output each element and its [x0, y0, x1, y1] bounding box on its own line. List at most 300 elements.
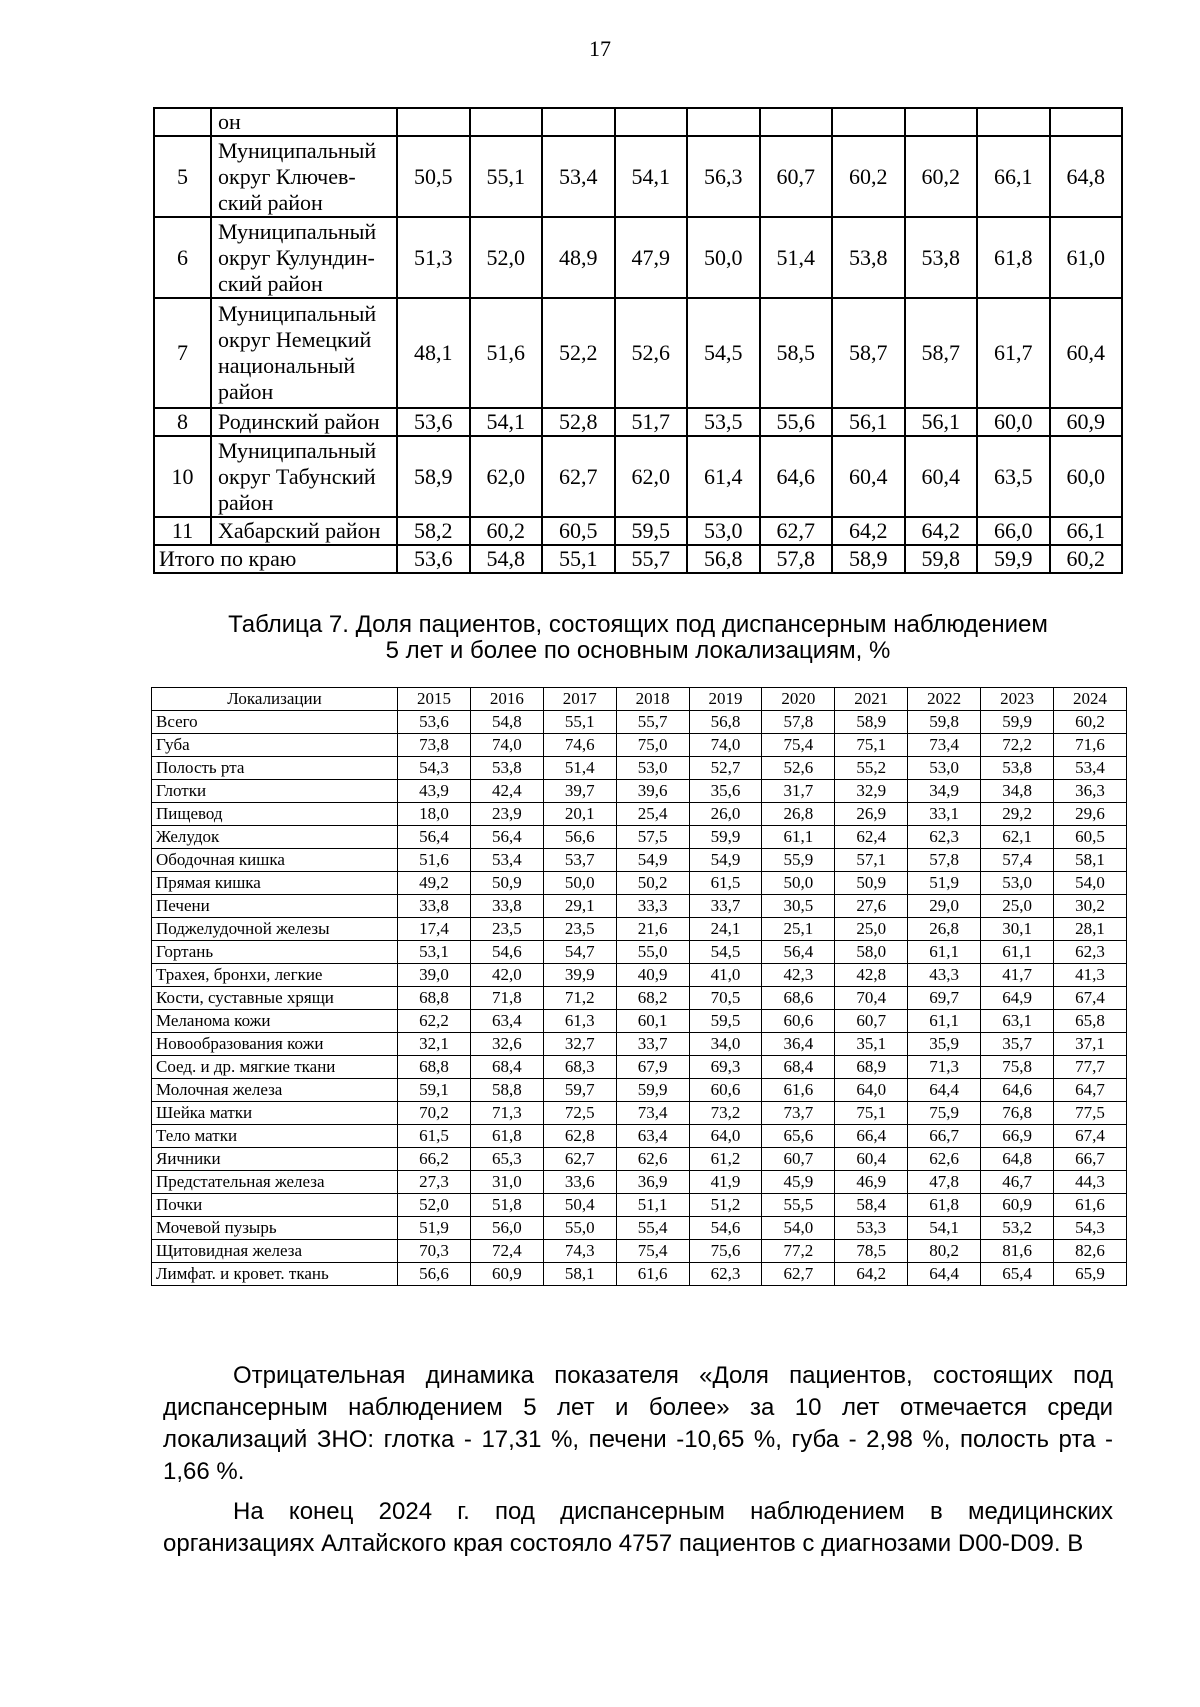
value-cell: 59,9	[981, 711, 1054, 734]
table-row	[152, 1102, 1127, 1125]
table-header-row	[152, 688, 1127, 711]
value-cell: 73,7	[762, 1102, 835, 1125]
value-cell: 57,8	[760, 545, 833, 573]
value-cell: 23,5	[470, 918, 543, 941]
value-cell: 30,5	[762, 895, 835, 918]
value-cell: 75,1	[835, 734, 908, 757]
value-cell: 52,6	[615, 298, 688, 408]
value-cell: 64,4	[908, 1263, 981, 1286]
value-cell: 56,1	[905, 408, 978, 436]
value-cell: 56,4	[398, 826, 471, 849]
value-cell: 77,7	[1054, 1056, 1127, 1079]
value-cell: 67,4	[1054, 1125, 1127, 1148]
value-cell: 54,0	[762, 1217, 835, 1240]
value-cell: 53,0	[616, 757, 689, 780]
value-cell: 68,3	[543, 1056, 616, 1079]
value-cell: 64,2	[905, 517, 978, 545]
value-cell: 55,9	[762, 849, 835, 872]
value-cell: 62,0	[470, 436, 543, 517]
value-cell: 39,6	[616, 780, 689, 803]
value-cell: 62,2	[398, 1010, 471, 1033]
table-row	[152, 1056, 1127, 1079]
value-cell: 31,0	[470, 1171, 543, 1194]
value-cell: 36,3	[1054, 780, 1127, 803]
value-cell: 71,2	[543, 987, 616, 1010]
table-row	[152, 1240, 1127, 1263]
value-cell: 60,1	[616, 1010, 689, 1033]
value-cell: 33,8	[398, 895, 471, 918]
value-cell	[687, 108, 760, 136]
value-cell: 54,7	[543, 941, 616, 964]
value-cell: 65,3	[470, 1148, 543, 1171]
value-cell: 64,8	[1050, 136, 1123, 217]
value-cell: 50,5	[397, 136, 470, 217]
value-cell: 42,8	[835, 964, 908, 987]
value-cell: 54,1	[470, 408, 543, 436]
caption-line-2: 5 лет и более по основным локализациям, %	[385, 637, 891, 664]
value-cell: 29,6	[1054, 803, 1127, 826]
value-cell: 60,6	[762, 1010, 835, 1033]
value-cell: 71,8	[470, 987, 543, 1010]
value-cell: 33,7	[616, 1033, 689, 1056]
value-cell: 54,1	[908, 1217, 981, 1240]
value-cell: 57,8	[908, 849, 981, 872]
value-cell: 51,4	[760, 217, 833, 298]
value-cell: 60,5	[542, 517, 615, 545]
localization-name-cell: Печени	[152, 895, 398, 918]
table-row	[152, 941, 1127, 964]
value-cell: 61,6	[616, 1263, 689, 1286]
value-cell: 61,8	[470, 1125, 543, 1148]
value-cell: 46,7	[981, 1171, 1054, 1194]
localization-name-cell: Кости, суставные хрящи	[152, 987, 398, 1010]
value-cell: 56,0	[470, 1217, 543, 1240]
value-cell: 71,6	[1054, 734, 1127, 757]
value-cell: 39,0	[398, 964, 471, 987]
value-cell: 54,5	[687, 298, 760, 408]
value-cell: 53,4	[542, 136, 615, 217]
value-cell: 25,0	[981, 895, 1054, 918]
table-row	[152, 1194, 1127, 1217]
value-cell: 40,9	[616, 964, 689, 987]
table-row	[152, 964, 1127, 987]
value-cell: 36,4	[762, 1033, 835, 1056]
value-cell: 53,1	[398, 941, 471, 964]
value-cell	[1050, 108, 1123, 136]
value-cell: 57,8	[762, 711, 835, 734]
table-row	[154, 436, 1122, 517]
table7-caption	[150, 612, 1126, 664]
value-cell: 53,4	[1054, 757, 1127, 780]
value-cell: 33,1	[908, 803, 981, 826]
value-cell: 81,6	[981, 1240, 1054, 1263]
table-row	[152, 1079, 1127, 1102]
localization-name-cell: Поджелудочной железы	[152, 918, 398, 941]
page-number: 17	[589, 36, 611, 61]
row-number-cell	[154, 108, 211, 136]
table-row	[154, 136, 1122, 217]
header-year: 2015	[398, 688, 471, 711]
value-cell: 52,6	[762, 757, 835, 780]
localization-name-cell: Ободочная кишка	[152, 849, 398, 872]
value-cell: 41,3	[1054, 964, 1127, 987]
value-cell: 69,3	[689, 1056, 762, 1079]
header-year: 2020	[762, 688, 835, 711]
value-cell: 57,4	[981, 849, 1054, 872]
value-cell: 42,3	[762, 964, 835, 987]
value-cell: 72,4	[470, 1240, 543, 1263]
value-cell: 53,8	[832, 217, 905, 298]
value-cell: 61,8	[908, 1194, 981, 1217]
district-name-cell: Муниципальный округ Кулундин-ский район	[211, 217, 397, 298]
value-cell: 58,4	[835, 1194, 908, 1217]
row-number-cell: 8	[154, 408, 211, 436]
value-cell: 75,4	[616, 1240, 689, 1263]
value-cell: 62,0	[615, 436, 688, 517]
value-cell: 61,4	[687, 436, 760, 517]
value-cell: 51,9	[398, 1217, 471, 1240]
localization-name-cell: Тело матки	[152, 1125, 398, 1148]
value-cell: 60,4	[905, 436, 978, 517]
value-cell: 54,9	[689, 849, 762, 872]
value-cell: 34,9	[908, 780, 981, 803]
value-cell: 26,9	[835, 803, 908, 826]
value-cell: 58,7	[905, 298, 978, 408]
value-cell: 53,8	[981, 757, 1054, 780]
district-name-cell: Муниципальный округ Табунский район	[211, 436, 397, 517]
value-cell: 75,0	[616, 734, 689, 757]
value-cell: 41,0	[689, 964, 762, 987]
value-cell: 32,1	[398, 1033, 471, 1056]
value-cell: 72,5	[543, 1102, 616, 1125]
header-year: 2017	[543, 688, 616, 711]
value-cell: 73,4	[616, 1102, 689, 1125]
value-cell: 51,7	[615, 408, 688, 436]
value-cell: 33,3	[616, 895, 689, 918]
value-cell: 56,6	[543, 826, 616, 849]
value-cell: 58,9	[832, 545, 905, 573]
value-cell: 53,0	[981, 872, 1054, 895]
table-row	[152, 1125, 1127, 1148]
value-cell: 54,8	[470, 711, 543, 734]
value-cell: 59,7	[543, 1079, 616, 1102]
value-cell: 60,9	[981, 1194, 1054, 1217]
value-cell: 68,6	[762, 987, 835, 1010]
value-cell: 39,9	[543, 964, 616, 987]
value-cell	[615, 108, 688, 136]
value-cell: 45,9	[762, 1171, 835, 1194]
value-cell: 51,9	[908, 872, 981, 895]
value-cell: 60,2	[1050, 545, 1123, 573]
localization-name-cell: Всего	[152, 711, 398, 734]
value-cell: 73,4	[908, 734, 981, 757]
table-row	[152, 1010, 1127, 1033]
value-cell: 29,2	[981, 803, 1054, 826]
value-cell: 53,5	[687, 408, 760, 436]
table-row	[152, 803, 1127, 826]
value-cell: 63,1	[981, 1010, 1054, 1033]
value-cell: 75,1	[835, 1102, 908, 1125]
table-row	[152, 895, 1127, 918]
value-cell: 74,0	[689, 734, 762, 757]
value-cell: 62,8	[543, 1125, 616, 1148]
value-cell: 60,5	[1054, 826, 1127, 849]
value-cell: 53,6	[397, 545, 470, 573]
value-cell: 35,1	[835, 1033, 908, 1056]
value-cell: 62,7	[760, 517, 833, 545]
value-cell: 20,1	[543, 803, 616, 826]
table-row	[154, 408, 1122, 436]
value-cell: 39,7	[543, 780, 616, 803]
value-cell: 77,2	[762, 1240, 835, 1263]
value-cell: 60,6	[689, 1079, 762, 1102]
value-cell: 57,1	[835, 849, 908, 872]
value-cell: 57,5	[616, 826, 689, 849]
value-cell: 60,7	[835, 1010, 908, 1033]
value-cell: 64,0	[689, 1125, 762, 1148]
value-cell: 53,8	[905, 217, 978, 298]
value-cell: 61,5	[689, 872, 762, 895]
table-row	[152, 780, 1127, 803]
value-cell: 60,2	[832, 136, 905, 217]
value-cell: 60,0	[977, 408, 1050, 436]
value-cell: 62,7	[543, 1148, 616, 1171]
value-cell: 27,6	[835, 895, 908, 918]
value-cell: 55,7	[615, 545, 688, 573]
value-cell: 59,8	[905, 545, 978, 573]
localization-name-cell: Трахея, бронхи, легкие	[152, 964, 398, 987]
value-cell	[470, 108, 543, 136]
header-year: 2016	[470, 688, 543, 711]
value-cell: 55,1	[470, 136, 543, 217]
value-cell: 82,6	[1054, 1240, 1127, 1263]
table-row	[152, 757, 1127, 780]
value-cell: 64,0	[835, 1079, 908, 1102]
value-cell: 70,2	[398, 1102, 471, 1125]
value-cell: 32,7	[543, 1033, 616, 1056]
header-year: 2022	[908, 688, 981, 711]
table-row	[152, 872, 1127, 895]
localization-name-cell: Новообразования кожи	[152, 1033, 398, 1056]
value-cell: 53,8	[470, 757, 543, 780]
value-cell: 50,0	[762, 872, 835, 895]
value-cell: 30,1	[981, 918, 1054, 941]
value-cell	[832, 108, 905, 136]
value-cell: 64,2	[835, 1263, 908, 1286]
value-cell: 60,0	[1050, 436, 1123, 517]
table-row	[152, 734, 1127, 757]
value-cell: 68,4	[762, 1056, 835, 1079]
value-cell: 62,3	[908, 826, 981, 849]
value-cell: 56,4	[762, 941, 835, 964]
table-row	[152, 849, 1127, 872]
district-name-cell: Хабарский район	[211, 517, 397, 545]
value-cell: 26,8	[762, 803, 835, 826]
value-cell: 66,7	[908, 1125, 981, 1148]
value-cell: 35,9	[908, 1033, 981, 1056]
value-cell	[760, 108, 833, 136]
value-cell	[397, 108, 470, 136]
value-cell: 34,8	[981, 780, 1054, 803]
value-cell: 66,1	[1050, 517, 1123, 545]
value-cell: 23,9	[470, 803, 543, 826]
value-cell: 49,2	[398, 872, 471, 895]
value-cell: 58,0	[835, 941, 908, 964]
value-cell: 48,9	[542, 217, 615, 298]
value-cell: 61,1	[981, 941, 1054, 964]
localization-name-cell: Соед. и др. мягкие ткани	[152, 1056, 398, 1079]
value-cell: 61,3	[543, 1010, 616, 1033]
value-cell: 58,9	[397, 436, 470, 517]
value-cell: 58,7	[832, 298, 905, 408]
value-cell: 30,2	[1054, 895, 1127, 918]
value-cell: 46,9	[835, 1171, 908, 1194]
value-cell: 62,1	[981, 826, 1054, 849]
value-cell: 50,9	[835, 872, 908, 895]
value-cell: 56,4	[470, 826, 543, 849]
value-cell: 48,1	[397, 298, 470, 408]
value-cell: 58,9	[835, 711, 908, 734]
table-row	[152, 1033, 1127, 1056]
value-cell: 61,1	[908, 941, 981, 964]
value-cell: 56,8	[689, 711, 762, 734]
value-cell: 60,7	[760, 136, 833, 217]
value-cell: 61,8	[977, 217, 1050, 298]
value-cell: 64,6	[760, 436, 833, 517]
row-number-cell: 6	[154, 217, 211, 298]
value-cell: 27,3	[398, 1171, 471, 1194]
value-cell: 76,8	[981, 1102, 1054, 1125]
value-cell: 54,6	[689, 1217, 762, 1240]
value-cell: 53,0	[687, 517, 760, 545]
table-row	[152, 1263, 1127, 1286]
value-cell: 52,7	[689, 757, 762, 780]
value-cell: 69,7	[908, 987, 981, 1010]
row-number-cell: 10	[154, 436, 211, 517]
value-cell: 64,7	[1054, 1079, 1127, 1102]
value-cell: 59,5	[615, 517, 688, 545]
value-cell: 70,3	[398, 1240, 471, 1263]
header-year: 2023	[981, 688, 1054, 711]
table-row	[152, 1148, 1127, 1171]
value-cell: 55,1	[543, 711, 616, 734]
value-cell: 56,6	[398, 1263, 471, 1286]
value-cell: 67,4	[1054, 987, 1127, 1010]
value-cell: 36,9	[616, 1171, 689, 1194]
value-cell	[905, 108, 978, 136]
value-cell: 62,3	[689, 1263, 762, 1286]
table-row	[154, 298, 1122, 408]
row-number-cell: 11	[154, 517, 211, 545]
value-cell: 54,3	[1054, 1217, 1127, 1240]
value-cell: 68,8	[398, 987, 471, 1010]
table-row	[152, 711, 1127, 734]
table-row	[152, 826, 1127, 849]
value-cell: 58,2	[397, 517, 470, 545]
value-cell: 54,0	[1054, 872, 1127, 895]
value-cell: 63,4	[470, 1010, 543, 1033]
value-cell: 80,2	[908, 1240, 981, 1263]
localization-name-cell: Мочевой пузырь	[152, 1217, 398, 1240]
value-cell: 60,2	[470, 517, 543, 545]
value-cell: 21,6	[616, 918, 689, 941]
value-cell: 35,6	[689, 780, 762, 803]
localization-name-cell: Меланома кожи	[152, 1010, 398, 1033]
value-cell: 54,5	[689, 941, 762, 964]
value-cell: 62,7	[542, 436, 615, 517]
value-cell: 64,2	[832, 517, 905, 545]
value-cell: 61,5	[398, 1125, 471, 1148]
value-cell: 68,8	[398, 1056, 471, 1079]
value-cell: 32,9	[835, 780, 908, 803]
value-cell: 71,3	[470, 1102, 543, 1125]
value-cell: 55,7	[616, 711, 689, 734]
value-cell: 56,3	[687, 136, 760, 217]
value-cell: 24,1	[689, 918, 762, 941]
value-cell: 53,3	[835, 1217, 908, 1240]
value-cell: 55,1	[542, 545, 615, 573]
value-cell: 75,4	[762, 734, 835, 757]
value-cell: 53,6	[397, 408, 470, 436]
value-cell: 53,4	[470, 849, 543, 872]
value-cell: 52,8	[542, 408, 615, 436]
value-cell	[542, 108, 615, 136]
value-cell: 51,6	[470, 298, 543, 408]
value-cell: 42,0	[470, 964, 543, 987]
value-cell: 61,7	[977, 298, 1050, 408]
value-cell: 60,2	[1054, 711, 1127, 734]
table-row	[152, 1171, 1127, 1194]
value-cell: 54,1	[615, 136, 688, 217]
value-cell: 68,2	[616, 987, 689, 1010]
value-cell: 54,8	[470, 545, 543, 573]
value-cell: 60,9	[470, 1263, 543, 1286]
value-cell: 74,3	[543, 1240, 616, 1263]
value-cell: 31,7	[762, 780, 835, 803]
value-cell: 59,5	[689, 1010, 762, 1033]
value-cell: 61,1	[908, 1010, 981, 1033]
value-cell	[977, 108, 1050, 136]
value-cell: 55,6	[760, 408, 833, 436]
value-cell: 73,8	[398, 734, 471, 757]
value-cell: 61,6	[762, 1079, 835, 1102]
value-cell: 59,9	[977, 545, 1050, 573]
value-cell: 50,2	[616, 872, 689, 895]
localization-name-cell: Полость рта	[152, 757, 398, 780]
value-cell: 64,8	[981, 1148, 1054, 1171]
value-cell: 37,1	[1054, 1033, 1127, 1056]
value-cell: 41,9	[689, 1171, 762, 1194]
localization-name-cell: Прямая кишка	[152, 872, 398, 895]
header-year: 2024	[1054, 688, 1127, 711]
value-cell: 52,0	[398, 1194, 471, 1217]
value-cell: 68,4	[470, 1056, 543, 1079]
value-cell: 53,0	[908, 757, 981, 780]
value-cell: 58,1	[543, 1263, 616, 1286]
localization-name-cell: Предстательная железа	[152, 1171, 398, 1194]
header-year: 2021	[835, 688, 908, 711]
value-cell: 54,9	[616, 849, 689, 872]
value-cell: 29,0	[908, 895, 981, 918]
paragraph-end-2024: На конец 2024 г. под диспансерным наблюдением в медицинских организациях Алтайского края состояло 4757 пациентов с диагнозами D00-D09. В	[163, 1498, 1113, 1557]
value-cell: 58,1	[1054, 849, 1127, 872]
value-cell: 55,2	[835, 757, 908, 780]
value-cell: 64,6	[981, 1079, 1054, 1102]
value-cell: 55,5	[762, 1194, 835, 1217]
localization-name-cell: Губа	[152, 734, 398, 757]
value-cell: 47,9	[615, 217, 688, 298]
value-cell: 26,8	[908, 918, 981, 941]
